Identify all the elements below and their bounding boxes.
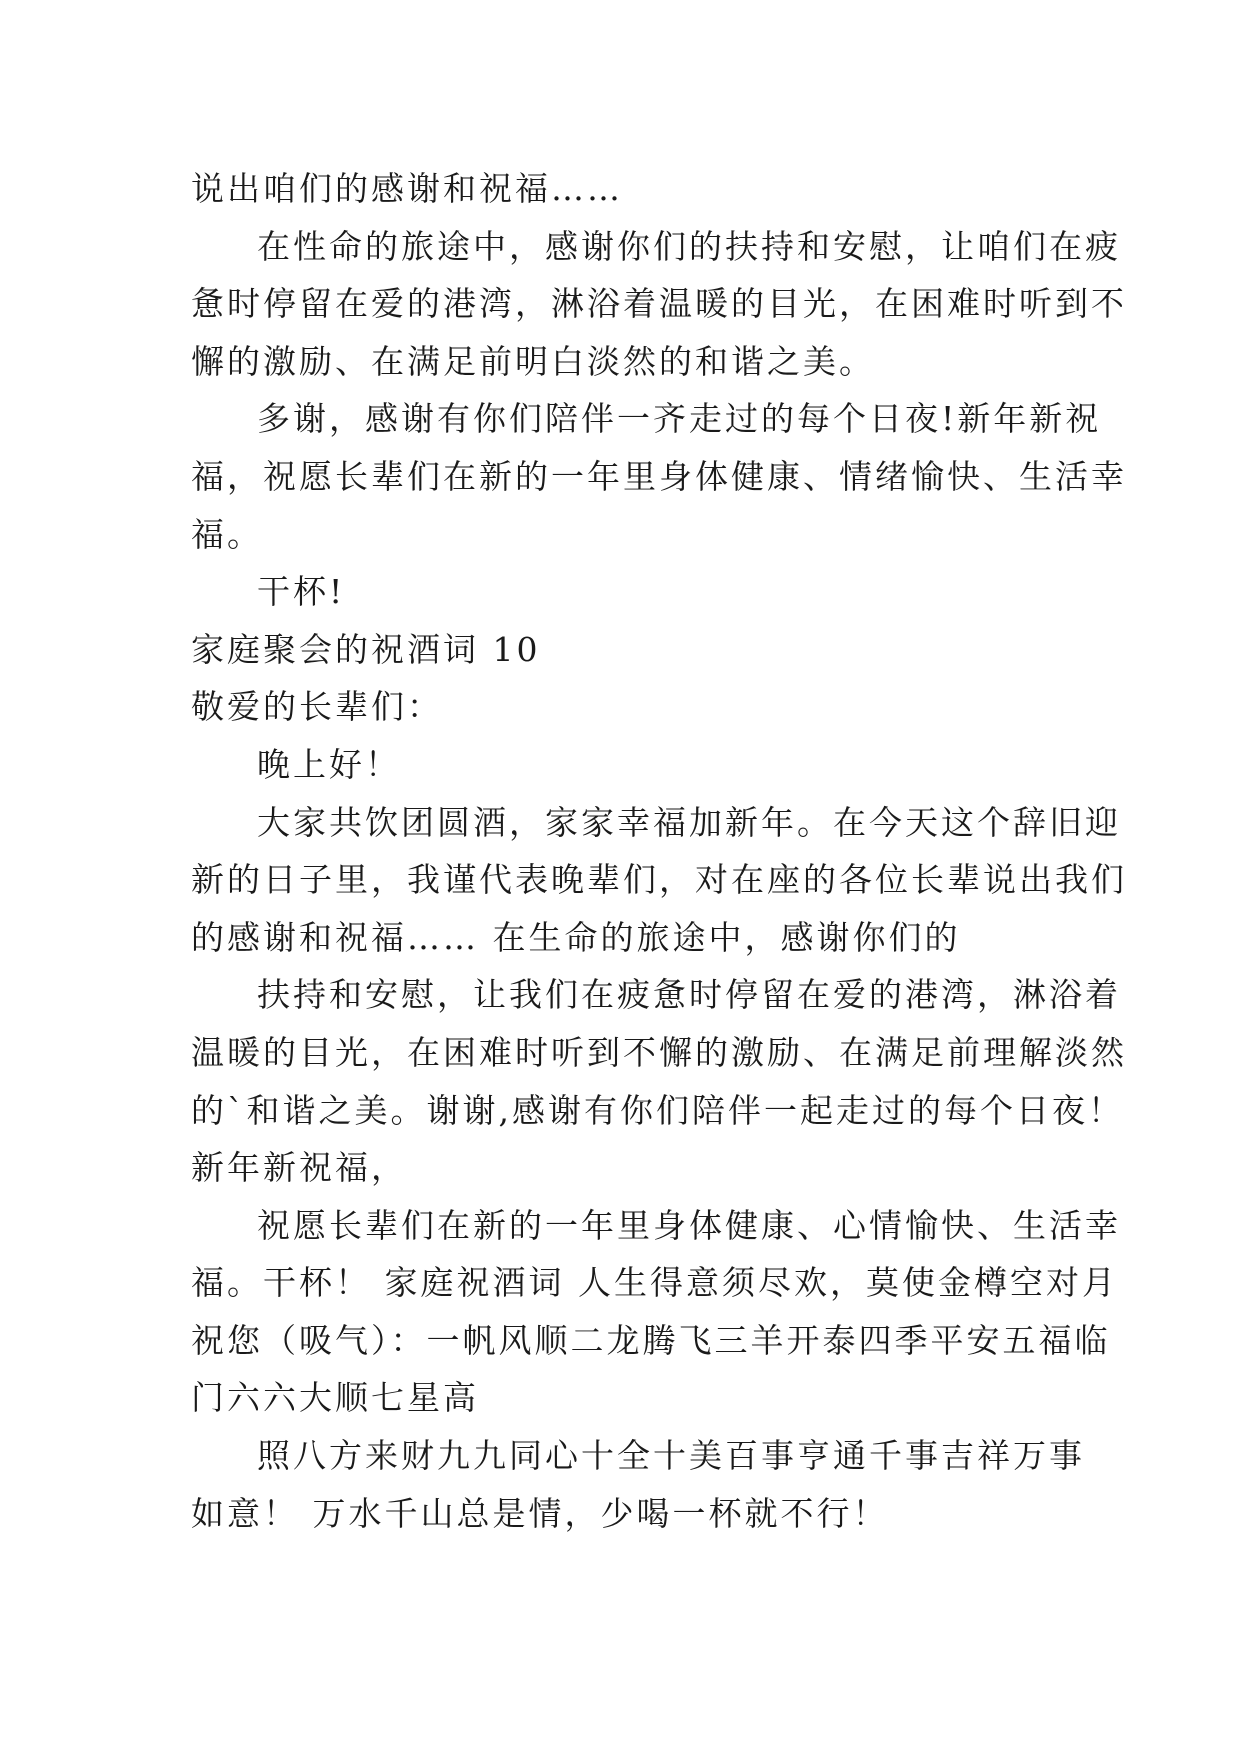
text-line: 如意！ 万水千山总是情，少喝一杯就不行！ bbox=[191, 1493, 889, 1533]
text-line: 的`和谐之美。谢谢,感谢有你们陪伴一起走过的每个日夜！ bbox=[191, 1090, 1124, 1130]
paragraph-line: 在性命的旅途中，感谢你们的扶持和安慰，让咱们在疲 bbox=[257, 226, 1121, 266]
salutation: 敬爱的长辈们： bbox=[191, 687, 443, 727]
text-line: 懈的激励、在满足前明白淡然的和谐之美。 bbox=[191, 341, 875, 381]
paragraph-line: 大家共饮团圆酒，家家幸福加新年。在今天这个辞旧迎 bbox=[257, 802, 1121, 842]
text-line: 门六六大顺七星高 bbox=[191, 1378, 479, 1418]
paragraph-line: 多谢，感谢有你们陪伴一齐走过的每个日夜!新年新祝 bbox=[257, 399, 1102, 439]
text-line: 祝您（吸气）：一帆风顺二龙腾飞三羊开泰四季平安五福临 bbox=[191, 1320, 1111, 1360]
text-line: 新的日子里，我谨代表晚辈们，对在座的各位长辈说出我们 bbox=[191, 860, 1127, 900]
text-line: 说出咱们的感谢和祝福…… bbox=[191, 169, 623, 208]
paragraph-line: 扶持和安慰，让我们在疲惫时停留在爱的港湾，淋浴着 bbox=[257, 975, 1121, 1015]
paragraph-line: 晚上好！ bbox=[257, 744, 401, 784]
paragraph-line: 祝愿长辈们在新的一年里身体健康、心情愉快、生活幸 bbox=[257, 1205, 1121, 1245]
section-heading: 家庭聚会的祝酒词 10 bbox=[191, 629, 541, 669]
text-line: 的感谢和祝福…… 在生命的旅途中，感谢你们的 bbox=[191, 917, 961, 957]
text-line: 温暖的目光，在困难时听到不懈的激励、在满足前理解淡然 bbox=[191, 1032, 1127, 1072]
text-line: 福，祝愿长辈们在新的一年里身体健康、情绪愉快、生活幸 bbox=[191, 456, 1127, 496]
document-page bbox=[191, 160, 1127, 1542]
text-line: 福。干杯！ 家庭祝酒词 人生得意须尽欢，莫使金樽空对月 bbox=[191, 1263, 1118, 1303]
text-line: 新年新祝福， bbox=[191, 1148, 407, 1188]
paragraph-line: 照八方来财九九同心十全十美百事亨通千事吉祥万事 bbox=[257, 1436, 1085, 1476]
paragraph-line: 干杯! bbox=[257, 572, 346, 612]
text-line: 惫时停留在爱的港湾，淋浴着温暖的目光，在困难时听到不 bbox=[191, 284, 1127, 324]
text-line: 福。 bbox=[191, 514, 263, 554]
